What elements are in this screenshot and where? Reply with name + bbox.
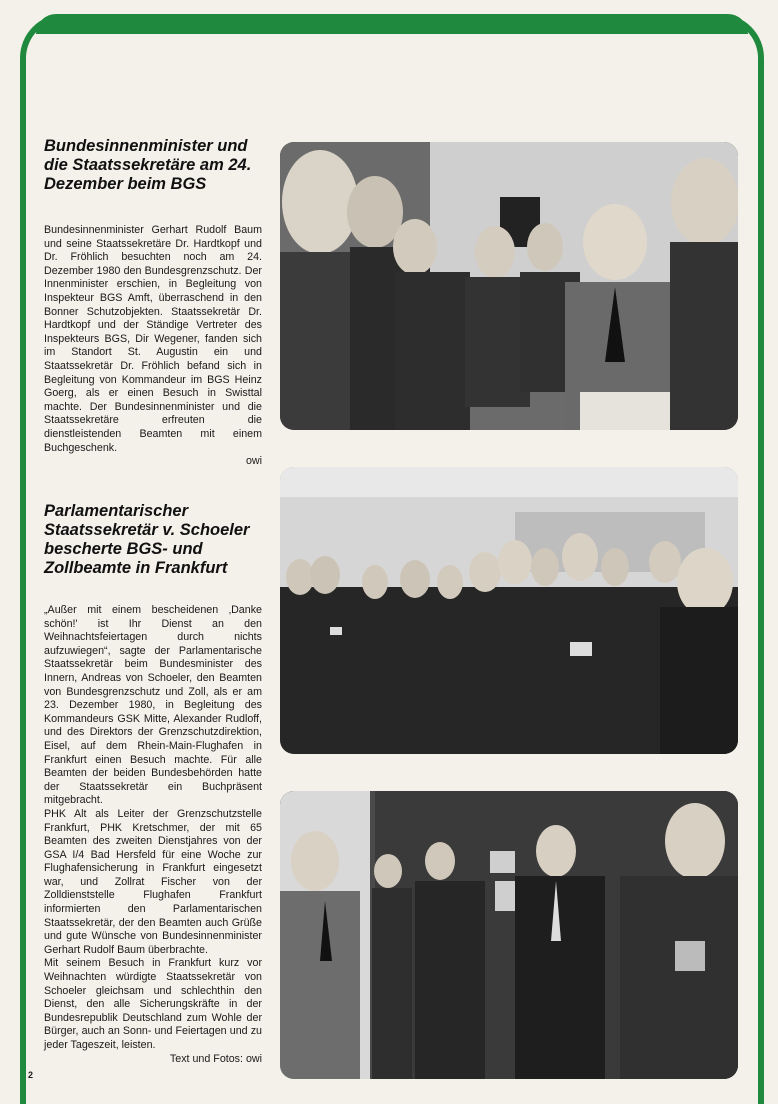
article1-body xyxy=(44,224,262,469)
page-number: 2 xyxy=(28,1070,34,1080)
photo-office-visit xyxy=(280,791,738,1079)
article2-credit: Text und Fotos: owi xyxy=(169,1052,262,1065)
article1-headline: Bundesinnenminister und die Staatssekretäre am 24. Dezember beim BGS xyxy=(44,137,252,193)
article2-paragraph-1: „Außer mit einem bescheidenen ‚Danke schön!' ist Ihr Dienst an den Weihnachtsfeiertagen durch nichts aufzuwiegen“, sagte der Parlamentarische Staatssekretär beim Bundesminister des Innern, Andreas von Schoeler, den Beamten von Bundesgrenzschutz und Zoll, als er am 23. Dezember 1980, in Begleitung des Kommandeurs GSK Mitte, Alexander Rudloff, und des Direktors der Grenzschutzdirektion, Eisel, auf dem Rhein-Main-Flughafen in Frankfurt einen Besuch machte. Für alle Beamten der beiden Bundesbehörden hatte der Staatssekretär ein Buchpräsent mitgebracht. xyxy=(44,604,262,807)
article1-text: Bundesinnenminister Gerhart Rudolf Baum und seine Staatssekretäre Dr. Hardtkopf und Dr. Fröhlich besuchten noch am 24. Dezember 1980 den Bundesgrenzschutz. Der Innenminister erschien, in Begleitung von Inspekteur BGS Amft, überraschend in den Bonner Schutzobjekten. Staatssekretär Dr. Hardtkopf und der Ständige Vertreter des Inspekteurs BGS, Dir Wegener, fanden sich im Standort St. Augustin ein und Staatssekretär Dr. Fröhlich befand sich in Begleitung von Kommandeur im BGS Heinz Goerg, als er einen Besuch in Swisttal machte. Der Bundesinnenminister und die Staatssekretäre erfreuten die dienstleistenden Beamten mit einem Buchgeschenk. xyxy=(44,224,262,454)
article2-paragraph-2: PHK Alt als Leiter der Grenzschutzstelle Frankfurt, PHK Kretschmer, der mit 65 Beamten des zweiten Dienstjahres von der GSA I/4 Bad Hersfeld für eine Woche zur Flughafensicherung in Frankfurt eingesetzt war, und Zollrat Fischer von der Zolldienststelle Flughafen Frankfurt informierten den Parlamentarischen Staatssekretär, der den Beamten auch Grüße und gute Wünsche von Bundesinnenminister Gerhart Rudolf Baum überbrachte. xyxy=(44,807,262,956)
header-bar xyxy=(36,14,748,34)
article2-headline: Parlamentarischer Staatssekretär v. Schoeler bescherte BGS- und Zollbeamte in Frankfurt xyxy=(44,502,250,577)
article1-signature: owi xyxy=(245,455,262,468)
article2-paragraph-3: Mit seinem Besuch in Frankfurt kurz vor Weihnachten würdigte Staatssekretär von Schoeler gleichsam und schlechthin den Dienst, den alle Sicherungskräfte in der Bundesrepublik Deutschland zum Wohle der Bürger, auch an Sonn- und Feiertagen und zu jeder Tageszeit, leisten. xyxy=(44,957,262,1051)
photo-officers-group xyxy=(280,467,738,754)
photo-minister-handshake xyxy=(280,142,738,430)
article2-body xyxy=(44,604,262,1066)
